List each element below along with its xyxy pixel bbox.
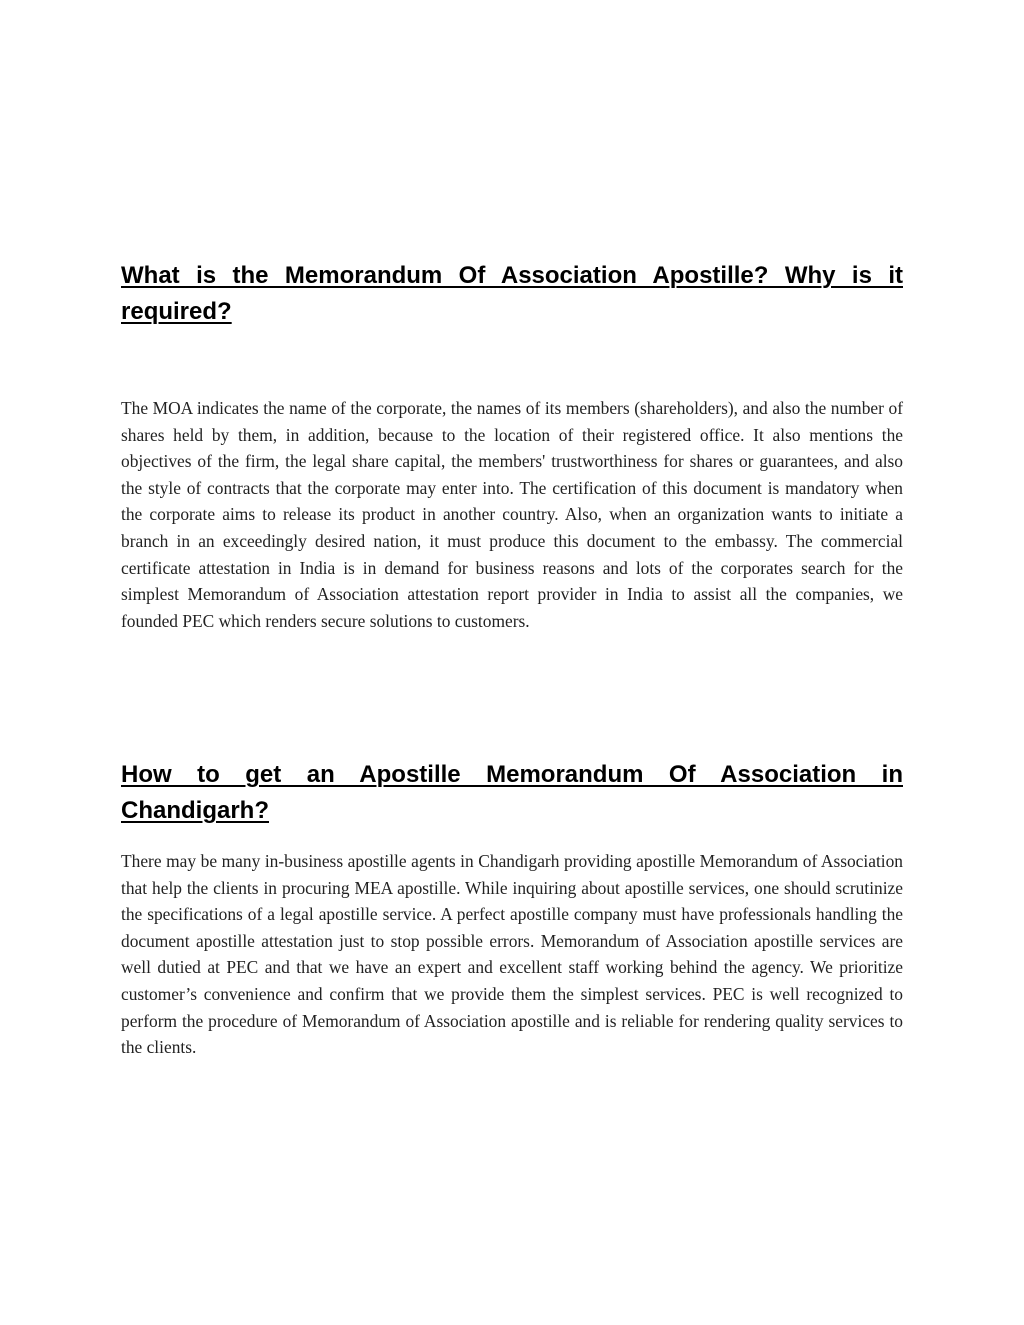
section-heading-chandigarh-apostille: How to get an Apostille Memorandum Of Association in Chandigarh? xyxy=(121,761,903,824)
section-heading-moa-apostille: What is the Memorandum Of Association Apostille? Why is it required? xyxy=(121,262,903,325)
section-body-moa-apostille: The MOA indicates the name of the corporate, the names of its members (shareholders), and also the number of shares held by them, in addition, because to the location of their registered office. It also mentions the objectives of the firm, the legal share capital, the members' trustworthiness for shares or guarantees, and also the style of contracts that the corporate may enter into. The certification of this document is mandatory when the corporate aims to release its product in another country. Also, when an organization wants to initiate a branch in an exceedingly desired nation, it must produce this document to the embassy. The commercial certificate attestation in India is in demand for business reasons and lots of the corporates search for the simplest Memorandum of Association attestation report provider in India to assist all the companies, we founded PEC which renders secure solutions to customers. xyxy=(121,398,903,631)
section-body-chandigarh-apostille: There may be many in-business apostille agents in Chandigarh providing apostille Memorandum of Association that help the clients in procuring MEA apostille. While inquiring about apostille services, one should scrutinize the specifications of a legal apostille service. A perfect apostille company must have professionals handling the document apostille attestation just to stop possible errors. Memorandum of Association apostille services are well dutied at PEC and that we have an expert and excellent staff working behind the agency. We prioritize customer’s convenience and confirm that we provide them the simplest services. PEC is well recognized to perform the procedure of Memorandum of Association apostille and is reliable for rendering quality services to the clients. xyxy=(121,851,903,1058)
